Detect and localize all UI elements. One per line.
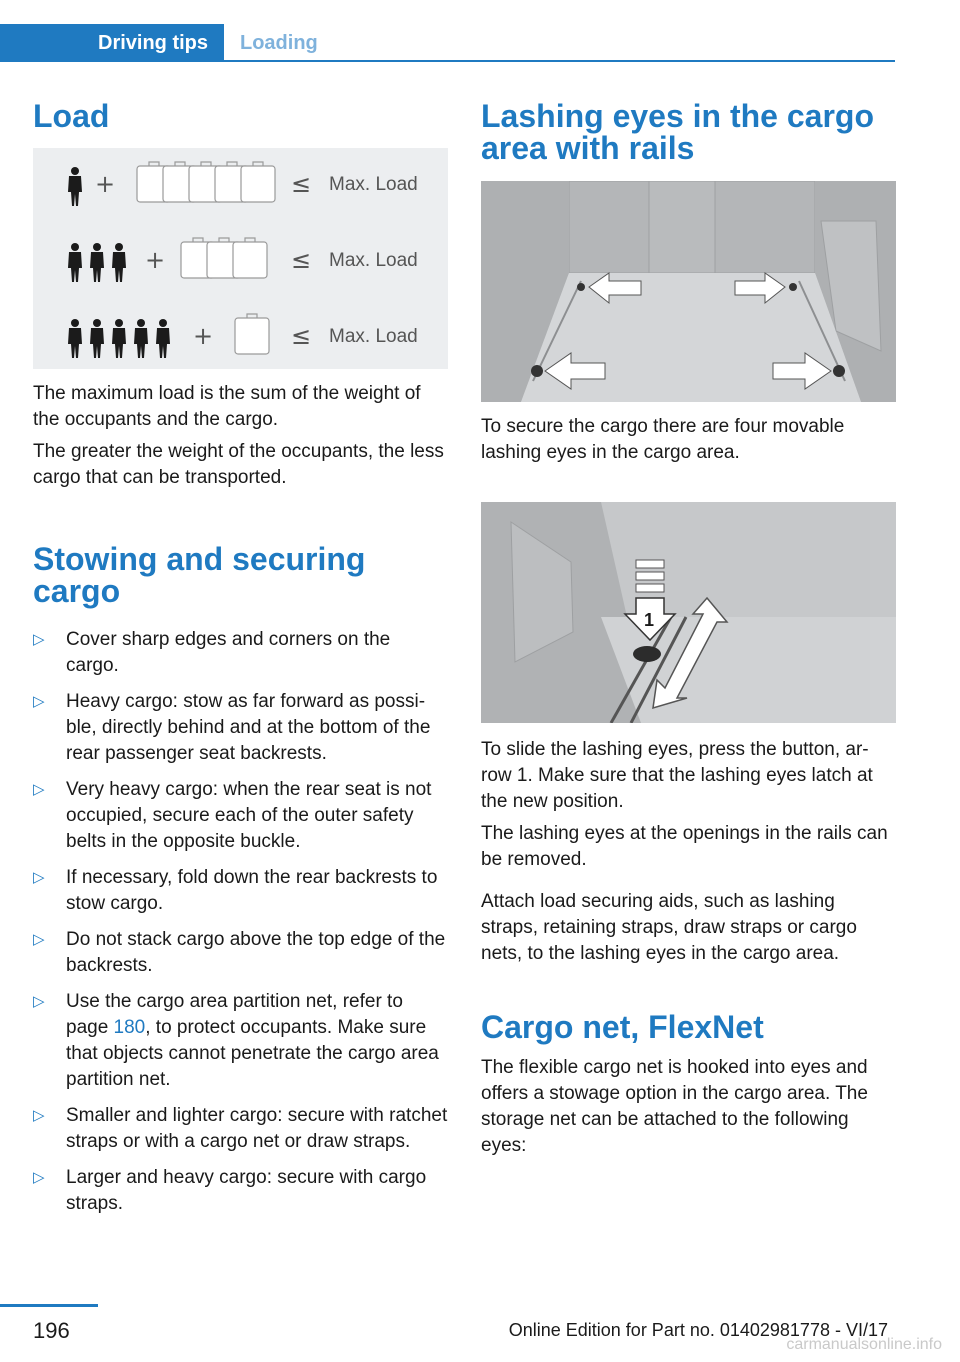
triangle-bullet-icon: ▷ [33,869,45,886]
less-equal-sign: ≤ [291,170,312,198]
person-icon [156,319,170,358]
triangle-bullet-icon: ▷ [33,781,45,798]
list-item: ▷ Very heavy cargo: when the rear seat is not occupied, secure each of the outer safety belts in the opposite buckle. [33,779,432,852]
load-row-2 [68,238,418,282]
person-icon [112,319,126,358]
lashing-paragraph-1: To secure the cargo there are four movable lashing eyes in the cargo area. [481,416,845,463]
luggage-icon [235,314,269,354]
load-paragraph-1: The maximum load is the sum of the weight of the occupants and the cargo. [33,383,421,430]
triangle-bullet-icon: ▷ [33,993,45,1010]
callout-number-1: 1 [644,610,655,630]
person-icon [68,243,82,282]
lashing-heading-line-1: Lashing eyes in the cargo [481,98,874,134]
flexnet-paragraph-1: The flexible cargo net is hooked into eyes and offers a stowage option in the cargo area. The storage net can be attached to the following eyes: [481,1057,868,1156]
max-load-label: Max. Load [329,326,418,347]
max-load-label: Max. Load [329,174,418,195]
person-icon [68,319,82,358]
person-icon [68,167,82,206]
header-bar [0,24,895,62]
max-load-figure [33,148,448,369]
lashing-heading [481,100,896,164]
list-item: ▷ Heavy cargo: stow as far forward as possi‐ble, directly behind and at the bottom of the rear passenger seat backrests. [33,691,431,764]
list-item: ▷ Do not stack cargo above the top edge of the backrests. [33,929,446,976]
edition-text: Online Edition for Part no. 01402981778 - VI/17 [508,1320,888,1340]
rail-closeup-photo [481,502,896,723]
triangle-bullet-icon: ▷ [33,631,45,648]
person-icon [112,243,126,282]
page-link-180[interactable]: 180 [113,1017,146,1038]
triangle-bullet-icon: ▷ [33,693,45,710]
less-equal-sign: ≤ [291,246,312,274]
max-load-diagram [33,148,448,369]
list-item: ▷ Larger and heavy cargo: secure with cargo straps. [33,1167,427,1214]
triangle-bullet-icon: ▷ [33,1107,45,1124]
footer-rule [0,1304,98,1307]
list-item: ▷ Use the cargo area partition net, refer to page 180, to protect occupants. Make sure that objects cannot penetrate the cargo area partition net. [33,991,439,1090]
watermark: carmanualsonline.info [786,1336,942,1353]
cargo-area-photo [481,181,896,402]
load-row-3 [68,314,418,358]
flexnet-heading: Cargo net, FlexNet [481,1009,764,1045]
list-item: ▷ Cover sharp edges and corners on the cargo. [33,629,391,676]
tab-loading[interactable]: Loading [240,32,318,54]
person-icon [134,319,148,358]
load-heading: Load [33,98,110,134]
less-equal-sign: ≤ [291,322,312,350]
right-column [481,100,896,1159]
tab-driving-tips[interactable]: Driving tips [0,24,224,62]
triangle-bullet-icon: ▷ [33,931,45,948]
person-icon [90,243,104,282]
max-load-label: Max. Load [329,250,418,271]
luggage-icon [233,238,267,278]
lashing-paragraph-3: The lashing eyes at the openings in the rails can be removed. [481,823,888,870]
list-item: ▷ Smaller and lighter cargo: secure with ratchet straps or with a cargo net or draw straps. [33,1105,448,1152]
plus-sign: + [193,322,214,350]
plus-sign: + [145,246,166,274]
load-row-1 [68,162,418,206]
triangle-bullet-icon: ▷ [33,1169,45,1186]
lashing-paragraph-4: Attach load securing aids, such as lashing straps, retaining straps, draw straps or cargo nets, to the lashing eyes in the cargo area. [481,891,857,964]
stowing-list [33,627,448,1217]
plus-sign: + [95,170,116,198]
person-icon [90,319,104,358]
stowing-heading: Stowing and securing cargo [33,541,366,609]
list-item: ▷ If necessary, fold down the rear backrests to stow cargo. [33,867,438,914]
luggage-icon [241,162,275,202]
lashing-heading-line-2: area with rails [481,130,695,166]
lashing-paragraph-2: To slide the lashing eyes, press the button, ar‐row 1. Make sure that the lashing eyes latch at the new position. [481,739,873,812]
left-column [33,100,448,1227]
page-number: 196 [33,1318,70,1343]
load-paragraph-2: The greater the weight of the occupants, the less cargo that can be transported. [33,441,444,488]
